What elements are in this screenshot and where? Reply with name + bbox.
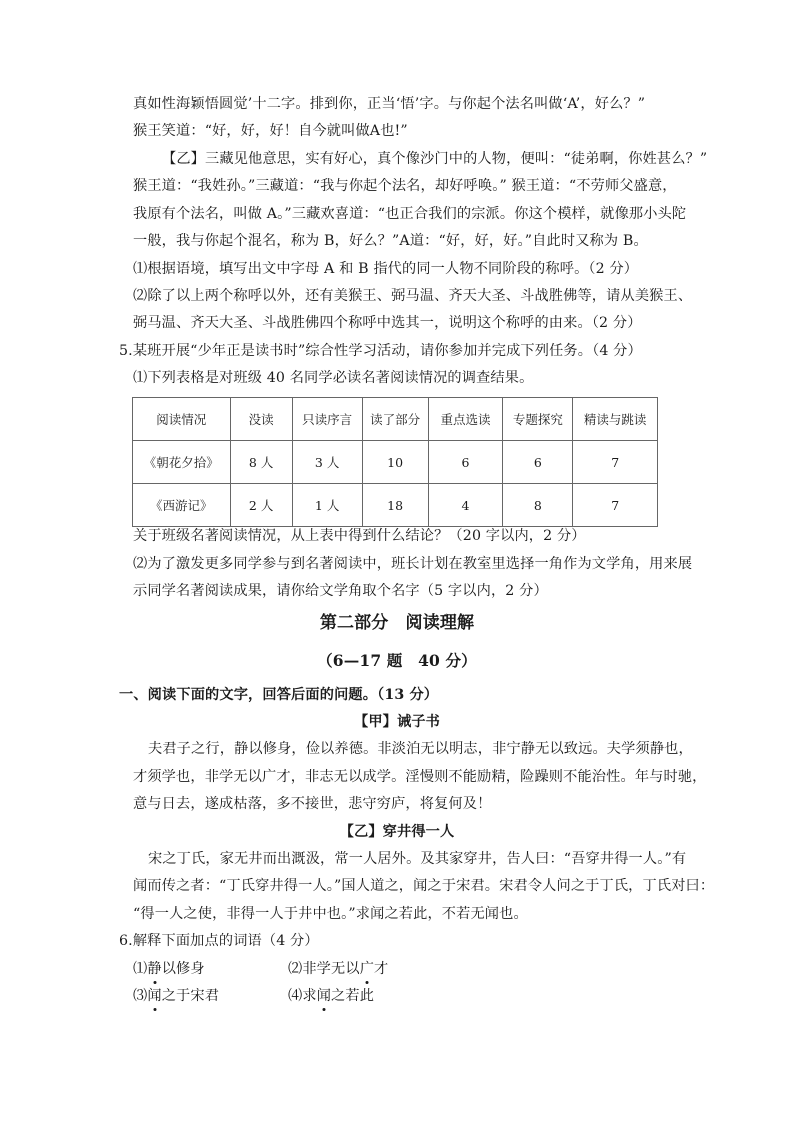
text-line: 我原有个法名，叫做 A。”三藏欢喜道：“也正合我们的宗派。你这个模样，就像那小头陀 bbox=[133, 206, 687, 222]
passage-title-yi: 【乙】穿井得一人 bbox=[339, 824, 455, 840]
question-5-1: ⑴下列表格是对班级 40 名同学必读名著阅读情况的调查结果。 bbox=[133, 370, 534, 386]
question-5: 5.某班开展“少年正是读书时”综合性学习活动，请你参加并完成下列任务。（4 分） bbox=[119, 343, 642, 359]
question-6-item bbox=[288, 985, 374, 1007]
question-5-1-prompt: 关于班级名著阅读情况，从上表中得到什么结论？（20 字以内，2 分） bbox=[133, 528, 586, 544]
table-header-cell: 只读序言 bbox=[292, 398, 362, 441]
passage-line: 意与日去，遂成枯落，多不接世，悲守穷庐，将复何及！ bbox=[133, 796, 492, 812]
table-cell: 8 bbox=[503, 484, 573, 527]
passage-line: 宋之丁氏，家无井而出溉汲，常一人居外。及其家穿井，告人曰：“吾穿井得一人。”有 bbox=[148, 851, 687, 867]
passage-line: “得一人之使，非得一人于井中也。”求闻之若此，不若无闻也。 bbox=[133, 906, 528, 922]
question-6-item bbox=[288, 958, 388, 980]
item-suffix: 之于宋君 bbox=[161, 988, 220, 1004]
table-row bbox=[133, 441, 658, 484]
text-line: 【乙】三藏见他意思，实有好心，真个像沙门中的人物，便叫：“徒弟啊，你姓甚么？” bbox=[162, 151, 708, 167]
table-row bbox=[133, 484, 658, 527]
table-header-cell: 没读 bbox=[230, 398, 292, 441]
text-line: 猴王道：“我姓孙。”三藏道：“我与你起个法名，却好呼唤。” 猴王道：“不劳师父盛意， bbox=[133, 178, 677, 194]
table-cell: 4 bbox=[428, 484, 503, 527]
passage-line: 闻而传之者：“丁氏穿井得一人。”国人道之，闻之于宋君。宋君令人问之于丁氏，丁氏对曰： bbox=[133, 878, 715, 894]
question-6: 6.解释下面加点的词语（4 分） bbox=[119, 933, 319, 949]
question-6-item bbox=[133, 958, 205, 980]
table-cell: 6 bbox=[503, 441, 573, 484]
dotted-word: 闻 bbox=[147, 985, 161, 1007]
dotted-word: 广 bbox=[360, 958, 374, 980]
text-line: 一般，我与你起个混名，称为 B，好么？”A道：“好，好，好。”自此时又称为 B。 bbox=[133, 233, 648, 249]
table-cell: 《朝花夕拾》 bbox=[133, 441, 231, 484]
table-cell: 7 bbox=[573, 441, 658, 484]
table-cell: 8 人 bbox=[230, 441, 292, 484]
table-header-cell: 专题探究 bbox=[503, 398, 573, 441]
table-cell: 2 人 bbox=[230, 484, 292, 527]
table-header-cell: 重点选读 bbox=[428, 398, 503, 441]
item-suffix: 才 bbox=[374, 961, 389, 977]
table-header-row bbox=[133, 398, 658, 441]
question-5-2: ⑵为了激发更多同学参与到名著阅读中，班长计划在教室里选择一角作为文学角，用来展 bbox=[133, 556, 693, 572]
table-cell: 7 bbox=[573, 484, 658, 527]
passage-title-jia: 【甲】诫子书 bbox=[353, 714, 441, 730]
item-prefix: ⑵非学无以 bbox=[288, 961, 360, 977]
table-cell: 18 bbox=[362, 484, 428, 527]
text-line: 真如性海颖悟圆觉’十二字。排到你，正当‘悟’字。与你起个法名叫做‘A’，好么？” bbox=[133, 96, 646, 112]
passage-line: 才须学也，非学无以广才，非志无以成学。淫慢则不能励精，险躁则不能治性。年与时驰， bbox=[133, 769, 707, 785]
question-4-2: ⑵除了以上两个称呼以外，还有美猴王、弼马温、齐天大圣、斗战胜佛等，请从美猴王、 bbox=[133, 288, 693, 304]
text-line: 示同学名著阅读成果，请你给文学角取个名字（5 字以内，2 分） bbox=[133, 583, 548, 599]
table-cell: 10 bbox=[362, 441, 428, 484]
table-header-cell: 读了部分 bbox=[362, 398, 428, 441]
section-subtitle: （6—17 题 40 分） bbox=[317, 651, 477, 670]
passage-line: 夫君子之行，静以修身，俭以养德。非淡泊无以明志，非宁静无以致远。夫学须静也， bbox=[148, 741, 693, 757]
item-suffix: 之若此 bbox=[331, 988, 375, 1004]
question-4-1: ⑴根据语境，填写出文中字母 A 和 B 指代的同一人物不同阶段的称呼。（2 分） bbox=[133, 261, 639, 277]
table-cell: 6 bbox=[428, 441, 503, 484]
dotted-word: 静 bbox=[147, 958, 161, 980]
question-6-item bbox=[133, 985, 219, 1007]
reading-instruction: 一、阅读下面的文字，回答后面的问题。（13 分） bbox=[119, 687, 439, 703]
text-line: 弼马温、齐天大圣、斗战胜佛四个称呼中选其一，说明这个称呼的由来。（2 分） bbox=[133, 315, 642, 331]
item-suffix: 以修身 bbox=[161, 961, 205, 977]
table-cell: 1 人 bbox=[292, 484, 362, 527]
text-line: 猴王笑道：“好，好，好！自今就叫做A也!” bbox=[133, 123, 408, 139]
item-prefix: ⑴ bbox=[133, 961, 148, 977]
dotted-word: 闻 bbox=[317, 985, 331, 1007]
table-cell: 《西游记》 bbox=[133, 484, 231, 527]
reading-survey-table bbox=[132, 397, 658, 527]
section-title: 第二部分 阅读理解 bbox=[319, 613, 475, 633]
item-prefix: ⑷求 bbox=[288, 988, 317, 1004]
item-prefix: ⑶ bbox=[133, 988, 148, 1004]
table-header-cell: 精读与跳读 bbox=[573, 398, 658, 441]
table-cell: 3 人 bbox=[292, 441, 362, 484]
table-header-cell: 阅读情况 bbox=[133, 398, 231, 441]
